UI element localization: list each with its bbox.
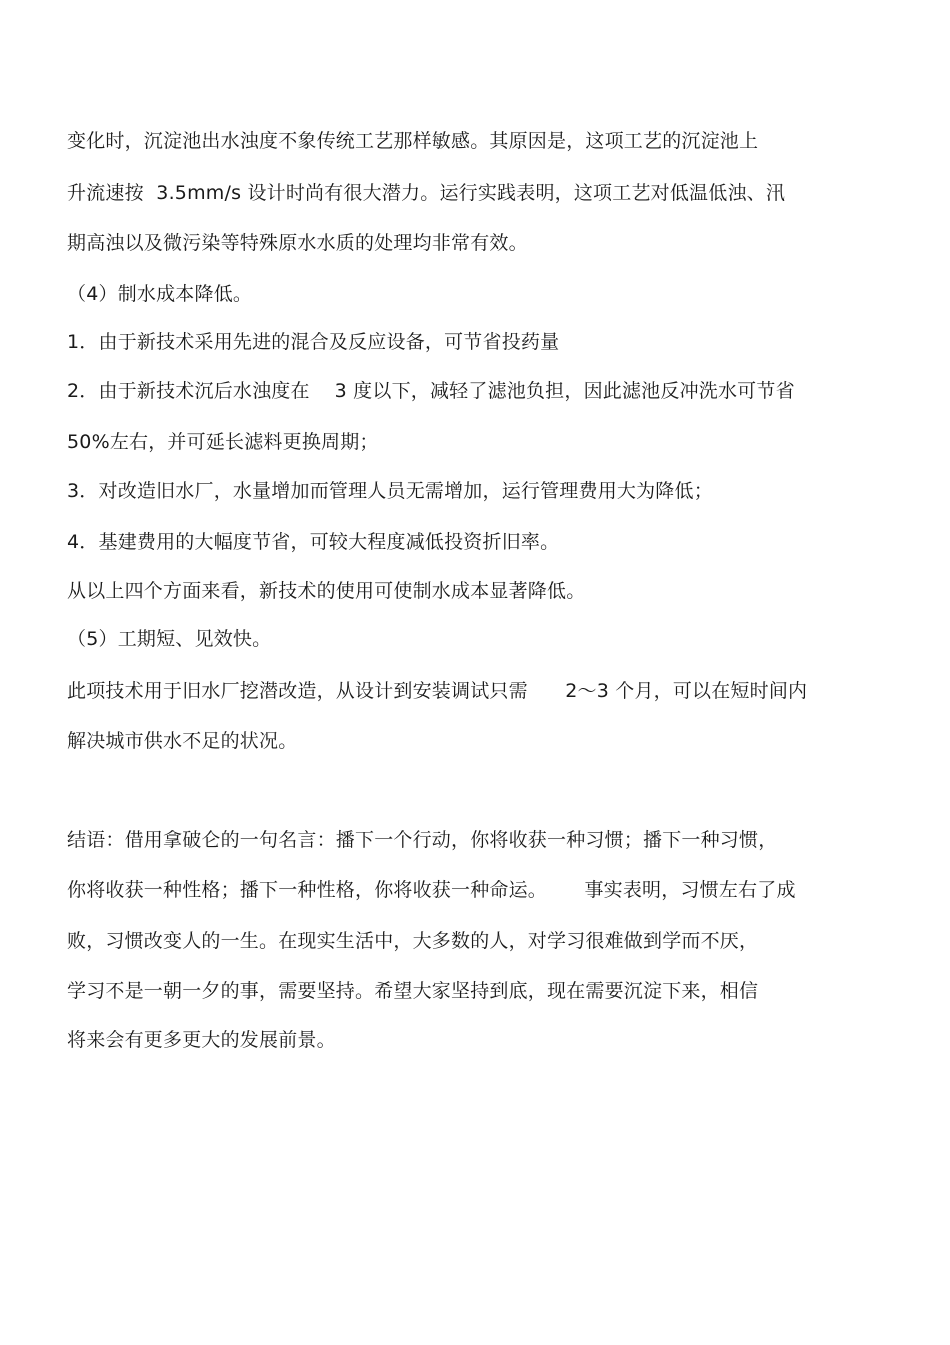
conclusion-line: 结语：借用拿破仑的一句名言：播下一个行动，你将收获一种习惯；播下一种习惯， xyxy=(67,829,778,851)
list-item: 1．由于新技术采用先进的混合及反应设备，可节省投药量 xyxy=(67,331,560,353)
list-item: 2．由于新技术沉后水浊度在 3 度以下，减轻了滤池负担，因此滤池反冲洗水可节省 xyxy=(67,380,795,402)
conclusion-line: 你将收获一种性格；播下一种性格，你将收获一种命运。 事实表明，习惯左右了成 xyxy=(67,879,796,901)
paragraph-line: 此项技术用于旧水厂挖潜改造，从设计到安装调试只需 2～3 个月，可以在短时间内 xyxy=(67,680,808,702)
paragraph-line: 变化时，沉淀池出水浊度不象传统工艺那样敏感。其原因是，这项工艺的沉淀池上 xyxy=(67,130,759,152)
paragraph-line: 期高浊以及微污染等特殊原水水质的处理均非常有效。 xyxy=(67,232,528,254)
section-heading: （4）制水成本降低。 xyxy=(67,283,253,305)
list-item: 4．基建费用的大幅度节省，可较大程度减低投资折旧率。 xyxy=(67,531,560,553)
conclusion-line: 学习不是一朝一夕的事，需要坚持。希望大家坚持到底，现在需要沉淀下来，相信 xyxy=(67,980,759,1002)
conclusion-line: 败，习惯改变人的一生。在现实生活中，大多数的人，对学习很难做到学而不厌， xyxy=(67,930,759,952)
paragraph-line: 升流速按 3.5mm/s 设计时尚有很大潜力。运行实践表明，这项工艺对低温低浊、汛 xyxy=(67,182,786,204)
section-heading: （5）工期短、见效快。 xyxy=(67,628,272,650)
conclusion-line: 将来会有更多更大的发展前景。 xyxy=(67,1029,336,1051)
list-item: 3．对改造旧水厂，水量增加而管理人员无需增加，运行管理费用大为降低； xyxy=(67,480,713,502)
list-item-continuation: 50%左右，并可延长滤料更换周期； xyxy=(67,431,379,453)
paragraph-line: 从以上四个方面来看，新技术的使用可使制水成本显著降低。 xyxy=(67,580,586,602)
paragraph-line: 解决城市供水不足的状况。 xyxy=(67,730,298,752)
